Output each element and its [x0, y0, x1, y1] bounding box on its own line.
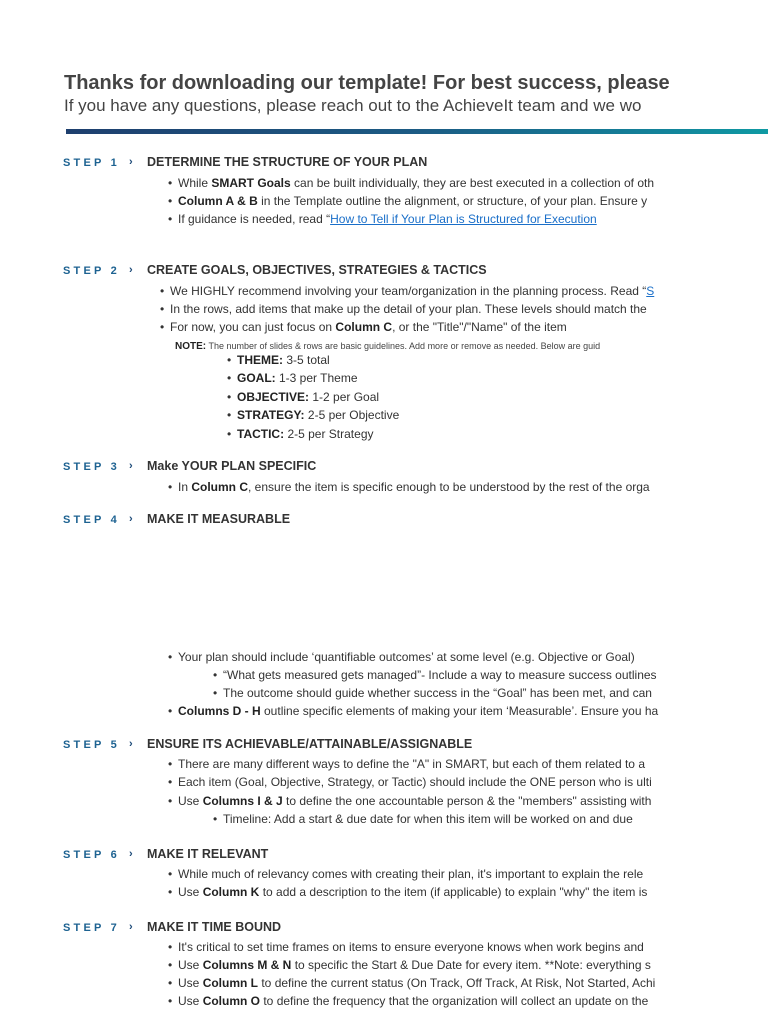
step-6-bullet-item [168, 866, 643, 882]
bullet-text: Use [178, 994, 203, 1008]
step-4-heading: MAKE IT MEASURABLE [147, 512, 291, 526]
step-7-separator-icon: › [129, 921, 133, 933]
bullet-text: Your plan should include ‘quantifiable outcomes’ at some level (e.g. Objective or Goal) [178, 650, 635, 664]
bullet-text: In [178, 480, 192, 494]
bullet-icon: • [168, 212, 173, 226]
header-divider [66, 129, 768, 134]
bullet-icon: • [160, 284, 165, 298]
step-2-sub-item [227, 407, 399, 423]
sub-item-text: 1-3 per Theme [275, 371, 358, 385]
bullet-icon: • [168, 176, 173, 190]
sub-item-label: TACTIC: [237, 427, 285, 441]
bullet-link[interactable]: S [646, 284, 655, 298]
step-2-heading: CREATE GOALS, OBJECTIVES, STRATEGIES & TACTICS [147, 263, 487, 277]
step-3-separator-icon: › [129, 460, 133, 472]
bullet-bold-text: Columns M & N [202, 958, 292, 972]
bullet-bold-text: Column A & B [178, 194, 258, 208]
bullet-text: Each item (Goal, Objective, Strategy, or Tactic) should include the ONE person who is ulti [178, 775, 652, 789]
bullet-icon: • [168, 757, 173, 771]
bullet-bold-text: Column C [191, 480, 249, 494]
step-4-bullet-item [213, 685, 652, 701]
step-2-label: STEP 2 [63, 265, 120, 277]
bullet-text: While [178, 176, 212, 190]
step-7-bullet-item [168, 939, 644, 955]
page-title: Thanks for downloading our template! For best success, please [64, 72, 670, 94]
step-6-separator-icon: › [129, 848, 133, 860]
bullet-icon: • [168, 867, 173, 881]
bullet-text: Use [178, 794, 203, 808]
step-4-label: STEP 4 [63, 514, 120, 526]
sub-item-text: 1-2 per Goal [309, 390, 380, 404]
bullet-icon: • [168, 704, 173, 718]
step-2-sub-item [227, 426, 374, 442]
step-2-separator-icon: › [129, 264, 133, 276]
step-7-heading: MAKE IT TIME BOUND [147, 920, 282, 934]
bullet-text: We HIGHLY recommend involving your team/organization in the planning process. Read “ [170, 284, 647, 298]
bullet-bold-text: Columns D - H [178, 704, 261, 718]
step-2-bullet-item [160, 283, 654, 299]
bullet-text: to define the current status (On Track, Off Track, At Risk, Not Started, Achi [258, 976, 656, 990]
bullet-text: to define the frequency that the organization will collect an update on the [260, 994, 649, 1008]
page-subtitle: If you have any questions, please reach out to the AchieveIt team and we wo [64, 96, 642, 115]
bullet-icon: • [168, 958, 173, 972]
bullet-text: , ensure the item is specific enough to be understood by the rest of the orga [248, 480, 650, 494]
note-text: The number of slides & rows are basic guidelines. Add more or remove as needed. Below are guid [206, 341, 601, 351]
bullet-text: Use [178, 976, 203, 990]
step-1-separator-icon: › [129, 156, 133, 168]
step-2-sub-item [227, 370, 358, 386]
bullet-link[interactable]: How to Tell if Your Plan is Structured for Execution [330, 212, 597, 226]
step-5-bullet-item [168, 793, 651, 809]
bullet-icon: • [168, 775, 173, 789]
step-1-bullet-item [168, 211, 597, 227]
bullet-icon: • [168, 194, 173, 208]
step-6-heading: MAKE IT RELEVANT [147, 847, 269, 861]
step-5-label: STEP 5 [63, 739, 120, 751]
bullet-text: While much of relevancy comes with creating their plan, it's important to explain the rele [178, 867, 644, 881]
bullet-bold-text: Column L [202, 976, 259, 990]
step-1-heading: DETERMINE THE STRUCTURE OF YOUR PLAN [147, 155, 428, 169]
step-2-sub-item [227, 389, 379, 405]
bullet-icon: • [227, 353, 232, 367]
bullet-bold-text: Columns I & J [202, 794, 283, 808]
bullet-icon: • [227, 427, 232, 441]
bullet-icon: • [168, 480, 173, 494]
sub-item-text: 2-5 per Objective [304, 408, 400, 422]
bullet-text: For now, you can just focus on [170, 320, 336, 334]
note-label: NOTE: [175, 341, 207, 352]
step-1-bullet-item [168, 175, 654, 191]
bullet-icon: • [168, 976, 173, 990]
step-7-bullet-item [168, 993, 648, 1009]
bullet-icon: • [213, 668, 218, 682]
bullet-text: to define the one accountable person & the "members" assisting with [282, 794, 652, 808]
bullet-bold-text: Column K [202, 885, 260, 899]
bullet-text: can be built individually, they are best executed in a collection of oth [290, 176, 655, 190]
step-4-bullet-item [168, 703, 658, 719]
step-5-heading: ENSURE ITS ACHIEVABLE/ATTAINABLE/ASSIGNABLE [147, 737, 473, 751]
bullet-text: outline specific elements of making your item ‘Measurable’. Ensure you ha [260, 704, 659, 718]
bullet-text: Use [178, 958, 203, 972]
bullet-icon: • [160, 302, 165, 316]
bullet-text: “What gets measured gets managed”- Include a way to measure success outlines [223, 668, 657, 682]
step-5-bullet-item [168, 774, 652, 790]
bullet-bold-text: Column C [335, 320, 393, 334]
bullet-icon: • [168, 994, 173, 1008]
bullet-icon: • [160, 320, 165, 334]
bullet-icon: • [227, 371, 232, 385]
step-2-bullet-item [160, 301, 647, 317]
bullet-text: to add a description to the item (if applicable) to explain "why" the item is [259, 885, 648, 899]
bullet-text: in the Template outline the alignment, or structure, of your plan. Ensure y [257, 194, 648, 208]
step-3-bullet-item [168, 479, 650, 495]
step-3-heading: Make YOUR PLAN SPECIFIC [147, 459, 317, 473]
bullet-text: , or the "Title"/"Name" of the item [392, 320, 567, 334]
step-3-label: STEP 3 [63, 461, 120, 473]
sub-item-label: STRATEGY: [237, 408, 305, 422]
step-7-bullet-item [168, 957, 651, 973]
step-6-label: STEP 6 [63, 849, 120, 861]
bullet-text: The outcome should guide whether success in the “Goal” has been met, and can [223, 686, 652, 700]
step-4-bullet-item [213, 667, 657, 683]
sub-item-text: 3-5 total [283, 353, 330, 367]
bullet-icon: • [168, 650, 173, 664]
step-2-sub-item [227, 352, 330, 368]
bullet-icon: • [213, 686, 218, 700]
sub-item-label: THEME: [237, 353, 283, 367]
bullet-text: Use [178, 885, 203, 899]
sub-item-text: 2-5 per Strategy [284, 427, 374, 441]
bullet-icon: • [227, 390, 232, 404]
step-5-separator-icon: › [129, 738, 133, 750]
bullet-text: In the rows, add items that make up the detail of your plan. These levels should match the [170, 302, 647, 316]
step-5-bullet-item [213, 811, 633, 827]
step-4-separator-icon: › [129, 513, 133, 525]
bullet-bold-text: SMART Goals [211, 176, 291, 190]
bullet-icon: • [168, 794, 173, 808]
bullet-icon: • [168, 885, 173, 899]
bullet-icon: • [227, 408, 232, 422]
step-6-bullet-item [168, 884, 647, 900]
step-1-bullet-item [168, 193, 647, 209]
bullet-bold-text: Column O [202, 994, 261, 1008]
step-2-bullet-item [160, 319, 567, 335]
bullet-icon: • [213, 812, 218, 826]
sub-item-label: OBJECTIVE: [237, 390, 310, 404]
bullet-text: to specific the Start & Due Date for every item. **Note: everything s [291, 958, 651, 972]
step-7-bullet-item [168, 975, 655, 991]
step-1-label: STEP 1 [63, 157, 120, 169]
sub-item-label: GOAL: [237, 371, 276, 385]
bullet-text: If guidance is needed, read “ [178, 212, 331, 226]
bullet-text: Timeline: Add a start & due date for when this item will be worked on and due [223, 812, 633, 826]
bullet-text: There are many different ways to define the "A" in SMART, but each of them related to a [178, 757, 645, 771]
bullet-text: It's critical to set time frames on items to ensure everyone knows when work begins and [178, 940, 644, 954]
step-5-bullet-item [168, 756, 645, 772]
bullet-icon: • [168, 940, 173, 954]
step-4-bullet-item [168, 649, 635, 665]
step-7-label: STEP 7 [63, 922, 120, 934]
